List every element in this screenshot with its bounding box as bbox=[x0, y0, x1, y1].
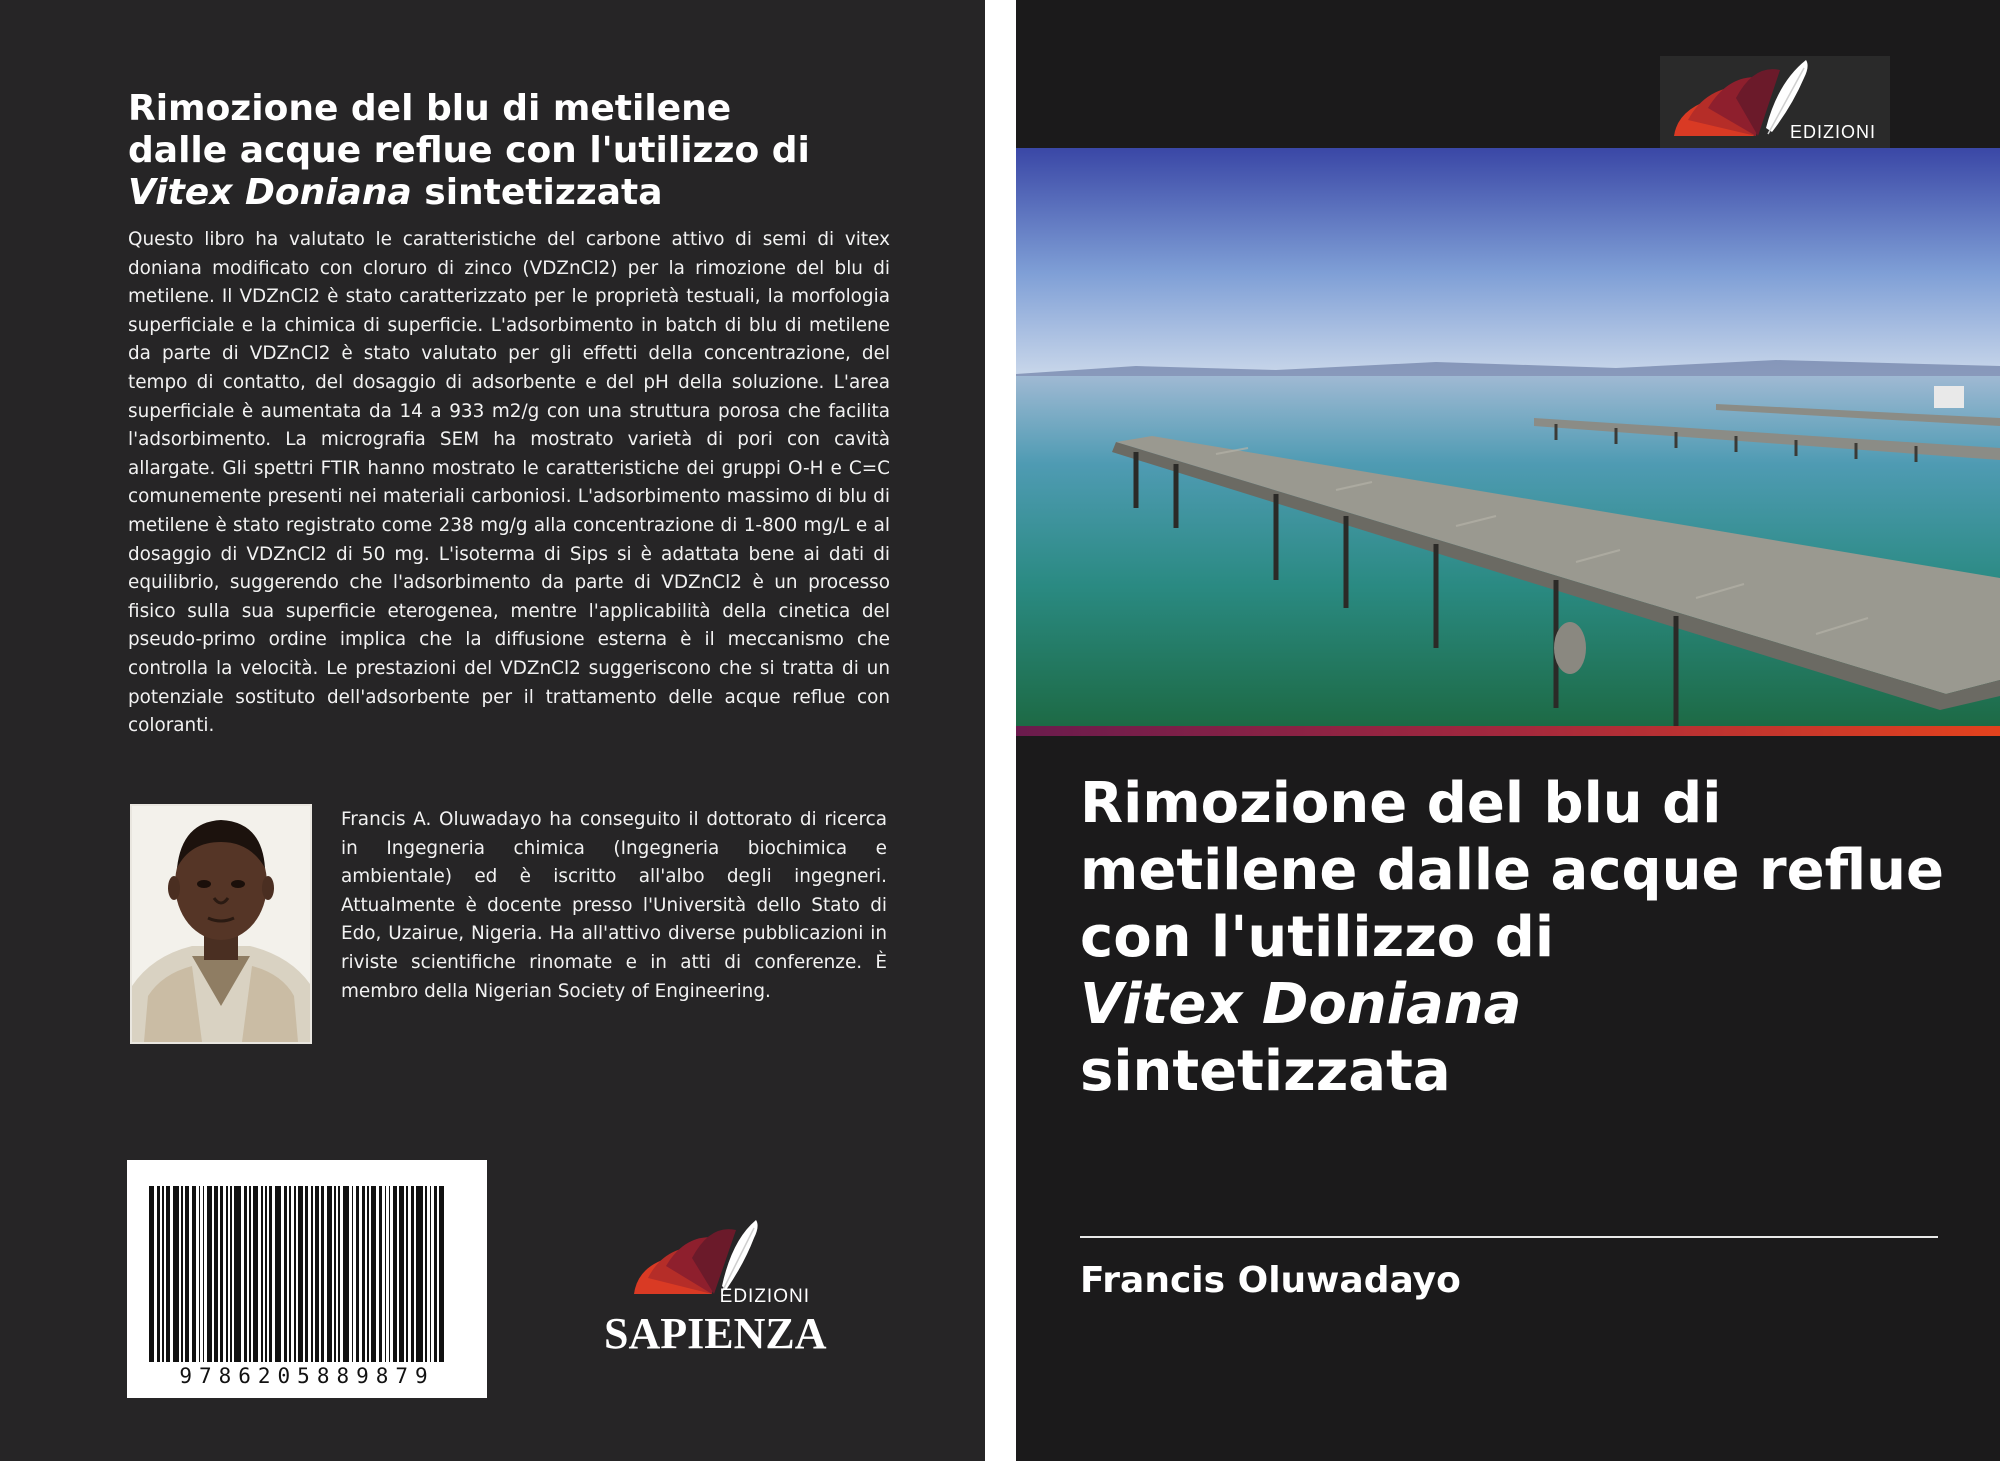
barcode-bar bbox=[181, 1186, 183, 1366]
barcode-bar bbox=[379, 1186, 382, 1366]
barcode-bar bbox=[214, 1186, 217, 1366]
barcode-bar bbox=[173, 1186, 179, 1366]
barcode-bar bbox=[393, 1186, 396, 1366]
barcode-bar bbox=[327, 1186, 332, 1366]
front-title-italic: Vitex Doniana bbox=[1080, 972, 1522, 1037]
barcode-bar bbox=[385, 1186, 387, 1366]
barcode-bar bbox=[253, 1186, 258, 1366]
barcode-bar bbox=[430, 1186, 432, 1366]
barcode-bar bbox=[389, 1186, 391, 1366]
front-cover-title bbox=[1080, 770, 1960, 1105]
barcode-bar bbox=[249, 1186, 251, 1366]
barcode-bar bbox=[289, 1186, 291, 1366]
barcode-bar bbox=[362, 1186, 365, 1366]
barcode-bars bbox=[149, 1186, 465, 1366]
barcode-bar bbox=[230, 1186, 232, 1366]
barcode-bar bbox=[162, 1186, 164, 1366]
barcode-bar bbox=[220, 1186, 223, 1366]
barcode-bar bbox=[406, 1186, 408, 1366]
barcode-bar bbox=[166, 1186, 169, 1366]
barcode-bar bbox=[203, 1186, 205, 1366]
author-biography: Francis A. Oluwadayo ha conseguito il dottorato di ricerca in Ingegneria chimica (Ingegneria biochimica e ambientale) ed è iscritto all'albo degli ingegneri. Attualmente è docente presso l'Università dello Stato di Edo, Uzairue, Nigeria. Ha all'attivo diverse pubblicazioni in riviste scientifiche rinomate e in atti di conferenze. È membro della Nigerian Society of Engineering. bbox=[341, 809, 887, 1002]
front-cover-author: Francis Oluwadayo bbox=[1080, 1260, 1461, 1301]
barcode-bar bbox=[192, 1186, 197, 1366]
barcode-bar bbox=[305, 1186, 308, 1366]
front-title-main: Rimozione del blu di metilene dalle acque reflue con l'utilizzo di bbox=[1080, 771, 1944, 970]
barcode-bar bbox=[416, 1186, 422, 1366]
accent-stripe bbox=[1016, 726, 2000, 736]
back-title-line-2: dalle acque reflue con l'utilizzo di bbox=[128, 130, 810, 171]
lake-pier-illustration bbox=[1016, 148, 2000, 726]
back-title-line-1: Rimozione del blu di metilene bbox=[128, 88, 732, 129]
barcode-bar bbox=[261, 1186, 263, 1366]
barcode-bar bbox=[439, 1186, 444, 1366]
book-abstract: Questo libro ha valutato le caratteristiche del carbone attivo di semi di vitex doniana modificato con cloruro di zinco (VDZnCl2) per la rimozione del blu di metilene. Il VDZnCl2 è stato caratterizzato per le proprietà testuali, la morfologia superficiale e la chimica di superficie. L'adsorbimento in batch di blu di metilene da parte di VDZnCl2 è stato valutato per gli effetti della concentrazione, del tempo di contatto, del dosaggio di adsorbente e del pH della soluzione. L'area superficiale è aumentata da 14 a 933 m2/g con una struttura porosa che facilita l'adsorbimento. La micrografia SEM ha mostrato varietà di pori con cavità allargate. Gli spettri FTIR hanno mostrato le caratteristiche dei gruppi O-H e C=C comunemente presenti nei materiali carboniosi. L'adsorbimento massimo di blu di metilene è stato registrato come 238 mg/g alla concentrazione di 1-800 mg/L e al dosaggio di VDZnCl2 di 50 mg. L'isoterma di Sips si è adattata bene ai dati di equilibrio, suggerendo che l'adsorbimento da parte di VDZnCl2 è un processo fisico sulla sua superficie eterogenea, mentre l'applicabilità della cinetica del pseudo-primo ordine implica che la diffusione esterna è il meccanismo che controlla la velocità. Le prestazioni del VDZnCl2 suggeriscono che si tratta di un potenziale sostituto dell'adsorbente per il trattamento delle acque reflue con coloranti. bbox=[128, 229, 890, 737]
barcode-bar bbox=[352, 1186, 354, 1366]
barcode-bar bbox=[244, 1186, 247, 1366]
publisher-logo-back bbox=[604, 1216, 827, 1358]
barcode-bar bbox=[294, 1186, 296, 1366]
barcode-bar bbox=[334, 1186, 336, 1366]
barcode-bar bbox=[411, 1186, 414, 1366]
barcode-bar bbox=[284, 1186, 287, 1366]
barcode-bar bbox=[321, 1186, 324, 1366]
isbn-digits: 9786205889879 bbox=[137, 1362, 477, 1388]
barcode-bar bbox=[226, 1186, 228, 1366]
barcode-bar bbox=[234, 1186, 240, 1366]
barcode-bar bbox=[367, 1186, 369, 1366]
lake-pier-photo bbox=[1016, 148, 2000, 726]
barcode-bar bbox=[149, 1186, 154, 1366]
barcode-bar bbox=[265, 1186, 267, 1366]
front-title-tail: sintetizzata bbox=[1080, 1039, 1451, 1104]
barcode-bar bbox=[185, 1186, 188, 1366]
barcode-bar bbox=[399, 1186, 404, 1366]
barcode-bar bbox=[434, 1186, 437, 1366]
barcode-bar bbox=[199, 1186, 201, 1366]
back-title-italic: Vitex Doniana bbox=[128, 172, 412, 213]
barcode-bar bbox=[298, 1186, 303, 1366]
author-divider bbox=[1080, 1236, 1938, 1238]
barcode-bar bbox=[371, 1186, 376, 1366]
back-title-tail: sintetizzata bbox=[411, 172, 663, 213]
barcode-bar bbox=[157, 1186, 160, 1366]
back-cover-title bbox=[128, 88, 888, 214]
logo-edizioni-text: EDIZIONI bbox=[719, 1286, 810, 1307]
author-portrait bbox=[130, 804, 312, 1044]
logo-edizioni-text: EDIZIONI bbox=[1789, 122, 1876, 142]
barcode-bar bbox=[425, 1186, 427, 1366]
barcode-bar bbox=[311, 1186, 313, 1366]
back-cover bbox=[0, 0, 985, 1461]
logo-sapienza-text: SAPIENZA bbox=[604, 1309, 827, 1358]
barcode-bar bbox=[338, 1186, 340, 1366]
barcode-bar bbox=[315, 1186, 318, 1366]
barcode-bar bbox=[269, 1186, 272, 1366]
barcode-bar bbox=[343, 1186, 349, 1366]
isbn-barcode bbox=[127, 1160, 487, 1398]
barcode-bar bbox=[207, 1186, 212, 1366]
barcode-bar bbox=[356, 1186, 359, 1366]
quill-feather-icon bbox=[604, 1216, 822, 1296]
author-portrait-image bbox=[132, 806, 310, 1042]
barcode-bar bbox=[275, 1186, 281, 1366]
